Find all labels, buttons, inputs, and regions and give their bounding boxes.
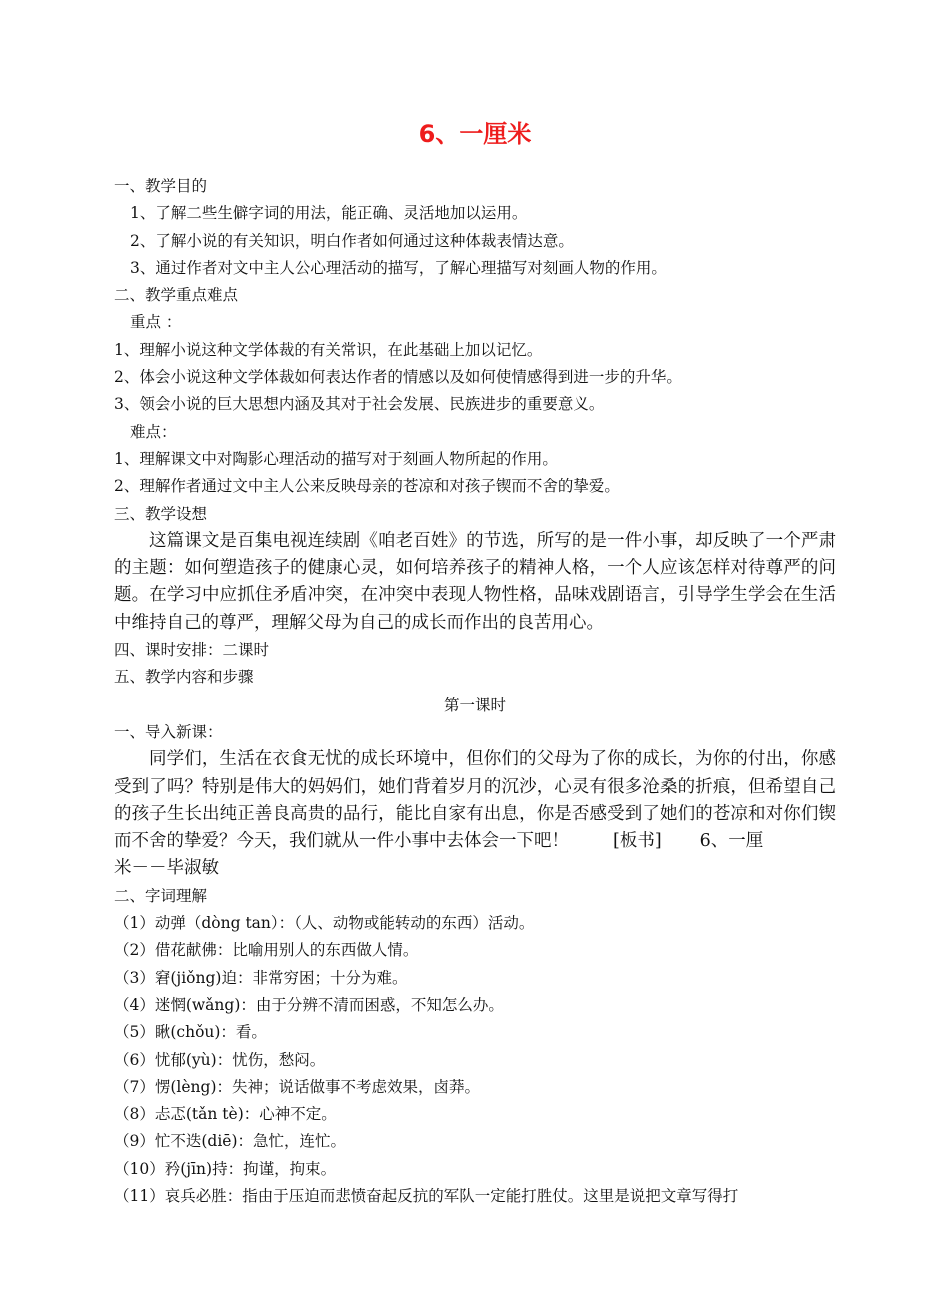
vocab-item: （11）哀兵必胜：指由于压迫而悲愤奋起反抗的军队一定能打胜仗。这里是说把文章写得打 <box>114 1186 739 1205</box>
objective-item: 2、了解小说的有关知识，明白作者如何通过这种体裁表情达意。 <box>130 231 574 250</box>
section-heading-intro: 一、导入新课： <box>114 722 223 741</box>
vocab-item: （1）动弹（dòng tan）：（人、动物或能转动的东西）活动。 <box>114 914 535 933</box>
board-title-continued: 米－－毕淑敏 <box>114 858 219 879</box>
vocab-item: （3）窘(jiǒng)迫：非常穷困；十分为难。 <box>114 968 408 987</box>
vocab-item: （4）迷惘(wǎng)：由于分辨不清而困惑，不知怎么办。 <box>114 995 504 1014</box>
design-paragraph: 这篇课文是百集电视连续剧《咱老百姓》的节选，所写的是一件小事，却反映了一个严肃的主题：如何塑造孩子的健康心灵，如何培养孩子的精神人格，一个人应该怎样对待尊严的问题。在学习中应抓住矛盾冲突，在冲突中表现人物性格，品味戏剧语言，引导学生学会在生活中维持自己的尊严，理解父母为自己的成长而作出的良苦用心。 <box>114 530 836 633</box>
section-heading-content: 五、教学内容和步骤 <box>114 668 254 687</box>
section-heading-objectives: 一、教学目的 <box>114 177 208 195</box>
difficulty-item: 1、理解课文中对陶影心理活动的描写对于刻画人物所起的作用。 <box>114 449 558 468</box>
intro-paragraph <box>114 746 836 855</box>
schedule-line: 四、课时安排：二课时 <box>114 641 270 660</box>
objective-item: 1、了解二些生僻字词的用法，能正确、灵活地加以运用。 <box>130 204 528 223</box>
vocab-item: （9）忙不迭(diē)：急忙，连忙。 <box>114 1132 347 1151</box>
vocab-item: （6）忧郁(yù)：忧伤，愁闷。 <box>114 1050 326 1069</box>
difficulty-item: 2、理解作者通过文中主人公来反映母亲的苍凉和对孩子锲而不舍的挚爱。 <box>114 477 620 496</box>
vocab-item: （8）忐忑(tǎn tè)：心神不定。 <box>114 1105 337 1124</box>
focus-label: 重点 ： <box>130 313 182 332</box>
focus-item: 2、体会小说这种文学体裁如何表达作者的情感以及如何使情感得到进一步的升华。 <box>114 368 682 387</box>
section-heading-vocab: 二、字词理解 <box>114 886 208 905</box>
vocab-item: （5）瞅(chǒu)：看。 <box>114 1023 267 1042</box>
objective-item: 3、通过作者对文中主人公心理活动的描写，了解心理描写对刻画人物的作用。 <box>130 258 667 277</box>
document-body <box>114 173 836 1210</box>
difficulty-label: 难点： <box>130 422 177 441</box>
lesson-title: 第一课时 <box>443 695 506 714</box>
vocab-item: （10）矜(jīn)持：拘谨，拘束。 <box>114 1159 337 1178</box>
vocab-item: （7）愣(lèng)：失神；说话做事不考虑效果，卤莽。 <box>114 1077 480 1096</box>
focus-item: 1、理解小说这种文学体裁的有关常识，在此基础上加以记忆。 <box>114 340 543 359</box>
vocab-item: （2）借花献佛：比喻用别人的东西做人情。 <box>114 941 419 960</box>
board-label: [板书] <box>613 831 662 852</box>
focus-item: 3、领会小说的巨大思想内涵及其对于社会发展、民族进步的重要意义。 <box>114 395 605 414</box>
intro-text: 同学们，生活在衣食无忧的成长环境中，但你们的父母为了你的成长，为你的付出，你感受到了吗？特别是伟大的妈妈们，她们背着岁月的沉沙，心灵有很多沧桑的折痕，但希望自己的孩子生长出纯正善良高贵的品行，能比自家有出息，你是否感受到了她们的苍凉和对你们锲而不舍的挚爱？今天，我们就从一件小事中去体会一下吧！ <box>114 749 836 852</box>
board-title: 6、一厘 <box>699 831 764 852</box>
section-heading-design: 三、教学设想 <box>114 504 208 523</box>
document-title: 6、一厘米 <box>418 120 532 148</box>
section-heading-key-points: 二、教学重点难点 <box>114 286 239 305</box>
